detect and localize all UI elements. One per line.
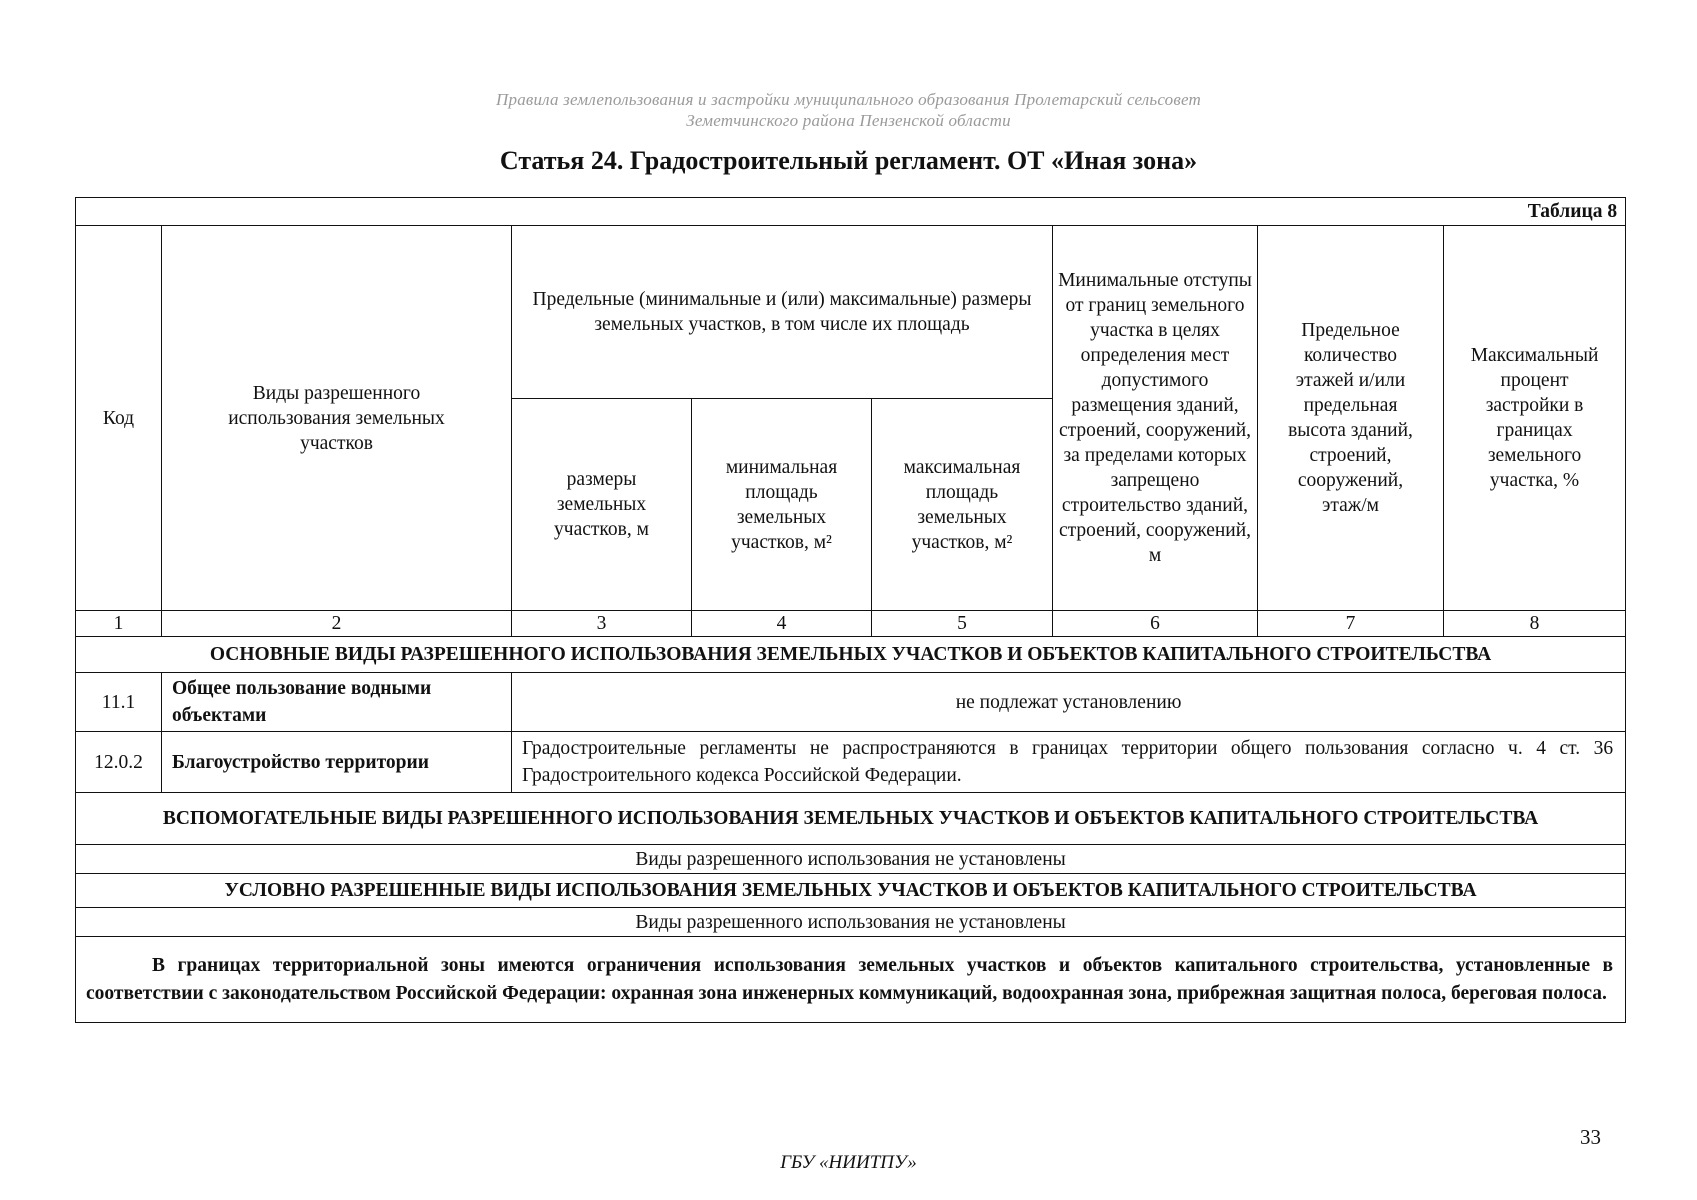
row-value: Градостроительные регламенты не распространяются в границах территории общего пользования согласно ч. 4 ст. 36 Градостроительного кодекса Российской Федерации.	[512, 732, 1626, 793]
restrictions-note: В границах территориальной зоны имеются ограничения использования земельных участков и объектов капитального строительства, установленные в соответствии с законодательством Российской Федерации: охранная зона инженерных коммуникаций, водоохранная зона, прибрежная защитная полоса, береговая полоса.	[76, 937, 1626, 1023]
footer-organization: ГБУ «НИИТПУ»	[780, 1152, 917, 1173]
header-max-floors: Предельное количество этажей и/или предельная высота зданий, строений, сооружений, этаж/м	[1258, 226, 1444, 611]
column-number: 7	[1258, 611, 1444, 637]
column-number: 5	[872, 611, 1053, 637]
row-name: Общее пользование водными объектами	[162, 673, 512, 732]
header-plot-size: размеры земельных участков, м	[512, 399, 692, 611]
header-plot-limits-group: Предельные (минимальные и (или) максимальные) размеры земельных участков, в том числе их площадь	[512, 226, 1053, 399]
column-number: 3	[512, 611, 692, 637]
column-number: 4	[692, 611, 872, 637]
running-header-line-1: Правила землепользования и застройки муниципального образования Пролетарский сельсовет	[496, 90, 1201, 109]
section-auxiliary-title: ВСПОМОГАТЕЛЬНЫЕ ВИДЫ РАЗРЕШЕННОГО ИСПОЛЬЗОВАНИЯ ЗЕМЕЛЬНЫХ УЧАСТКОВ И ОБЪЕКТОВ КАПИТАЛЬНОГО СТРОИТЕЛЬСТВА	[76, 793, 1626, 845]
header-usage-types: Виды разрешенного использования земельных участков	[162, 226, 512, 611]
running-header-line-2: Земетчинского района Пензенской области	[686, 111, 1011, 130]
row-code: 11.1	[76, 673, 162, 732]
regulation-table	[75, 197, 1626, 1023]
table-label: Таблица 8	[76, 198, 1626, 226]
header-max-coverage: Максимальный процент застройки в границах земельного участка, %	[1444, 226, 1626, 611]
column-number: 1	[76, 611, 162, 637]
header-max-area: максимальная площадь земельных участков, м²	[872, 399, 1053, 611]
column-number: 8	[1444, 611, 1626, 637]
article-title: Статья 24. Градостроительный регламент. ОТ «Иная зона»	[499, 146, 1198, 175]
header-code: Код	[76, 226, 162, 611]
header-min-setbacks: Минимальные отступы от границ земельного участка в целях определения мест допустимого размещения зданий, строений, сооружений, за пределами которых запрещено строительство зданий, строений, сооружений, м	[1053, 226, 1258, 611]
row-name: Благоустройство территории	[162, 732, 512, 793]
section-conditional-note: Виды разрешенного использования не установлены	[76, 908, 1626, 937]
row-value: не подлежат установлению	[512, 673, 1626, 732]
column-number: 6	[1053, 611, 1258, 637]
section-conditional-title: УСЛОВНО РАЗРЕШЕННЫЕ ВИДЫ ИСПОЛЬЗОВАНИЯ ЗЕМЕЛЬНЫХ УЧАСТКОВ И ОБЪЕКТОВ КАПИТАЛЬНОГО СТРОИТЕЛЬСТВА	[76, 874, 1626, 908]
section-auxiliary-note: Виды разрешенного использования не установлены	[76, 845, 1626, 874]
row-code: 12.0.2	[76, 732, 162, 793]
column-number: 2	[162, 611, 512, 637]
header-min-area: минимальная площадь земельных участков, м²	[692, 399, 872, 611]
page-number: 33	[1580, 1125, 1601, 1149]
section-main-title: ОСНОВНЫЕ ВИДЫ РАЗРЕШЕННОГО ИСПОЛЬЗОВАНИЯ ЗЕМЕЛЬНЫХ УЧАСТКОВ И ОБЪЕКТОВ КАПИТАЛЬНОГО СТРОИТЕЛЬСТВА	[76, 637, 1626, 673]
